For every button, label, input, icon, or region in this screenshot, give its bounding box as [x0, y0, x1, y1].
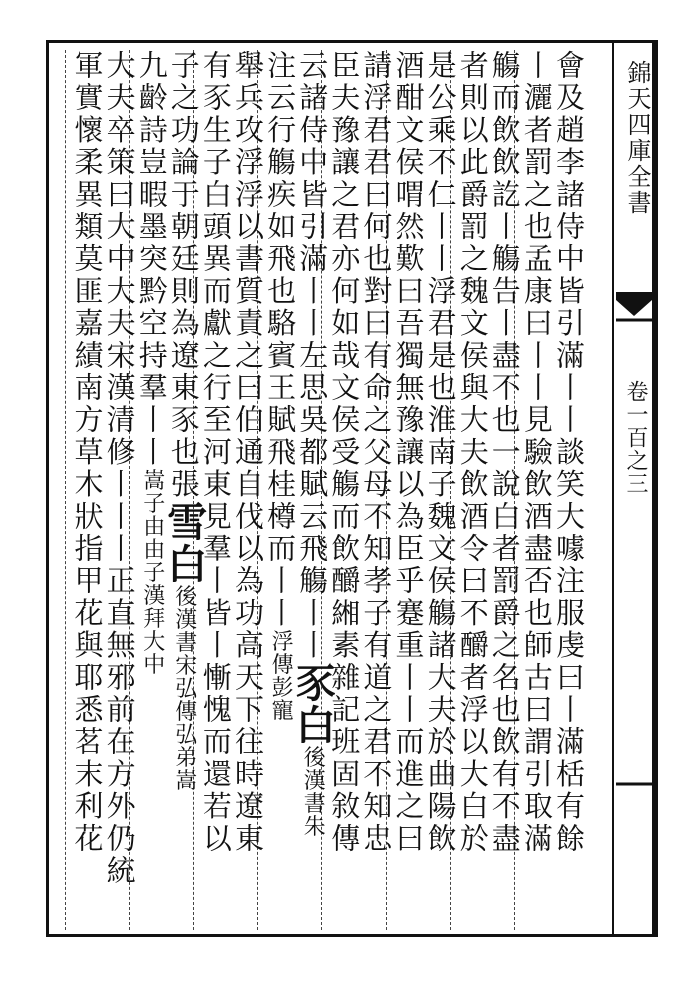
column-text: 觴而飲飲訖丨觴告丨盡不也一說白者罰爵之名也飲有不盡 [487, 50, 522, 855]
fish-tail-lower-icon [614, 780, 654, 820]
column-text: 注云行觴疾如飛也駱賓王賦飛桂樽而丨丨 [263, 50, 298, 630]
annotation-text: 後漢書朱 [300, 745, 326, 838]
column-text: 請浮君君曰何也對曰有命之父母不知孝子有道之君不知忠 [359, 50, 394, 855]
annotation-text: 浮傳彭寵 [268, 629, 294, 722]
column-text: 舉兵攻浮浮以書質責之曰伯通自伐以為功高天下往時遼東 [231, 50, 265, 855]
fish-tail-upper-icon [614, 290, 654, 330]
column-text: 大夫卒策曰大中大夫宋漢清修丨丨丨正直無邪前在方外仍統 [102, 50, 137, 888]
book-title: 錦天四庫全書 [623, 60, 651, 216]
column-text: 九齡詩豈暇墨突黔空持羣丨丨 [134, 50, 169, 469]
column-text: 子之功論于朝廷則為遼東豕也張 [166, 50, 201, 501]
volume-label: 卷一百之三 [623, 380, 648, 495]
column-text: 者則以此爵罰之魏文侯與大夫飲酒令曰不釂者浮以大白於 [455, 50, 490, 855]
column-text: 軍實懷柔異類莫匪嘉績南方草木狀指甲花與耶悉茗末利花 [70, 50, 105, 855]
column-text: 是公乘不仁丨丨浮君是也淮南子魏文侯觴諸大夫於曲陽飲 [423, 50, 458, 855]
text-column [65, 50, 115, 930]
headword: 雪白 [160, 500, 208, 585]
column-text: 有豕生子白頭異而獻之行至河東見羣丨皆丨慚愧而還若以 [198, 50, 233, 855]
column-text: 云諸侍中皆引滿丨丨左思吳都賦云飛觴丨丨 [295, 50, 330, 662]
column-text: 酒酣文侯喟然歎曰吾獨無豫讓以為臣乎蹇重丨丨而進之曰 [391, 50, 426, 855]
column-text: 會及趙李諸侍中皆引滿丨丨談笑大噱注服虔曰丨滿栝有餘 [552, 50, 586, 855]
annotation-text: 後漢書宋弘傳弘弟嵩 [171, 584, 197, 792]
column-text: 丨灑者罰之也孟康曰丨丨見驗飲酒盡否也師古曰謂引取滿 [519, 50, 554, 855]
headword: 豕白 [289, 661, 337, 746]
column-text: 臣夫豫讓之君亦何如哉文侯受觴而飲釂緗素雜記班固敘傳 [327, 50, 362, 855]
annotation-text: 嵩子由由子漢拜大中 [139, 468, 165, 676]
